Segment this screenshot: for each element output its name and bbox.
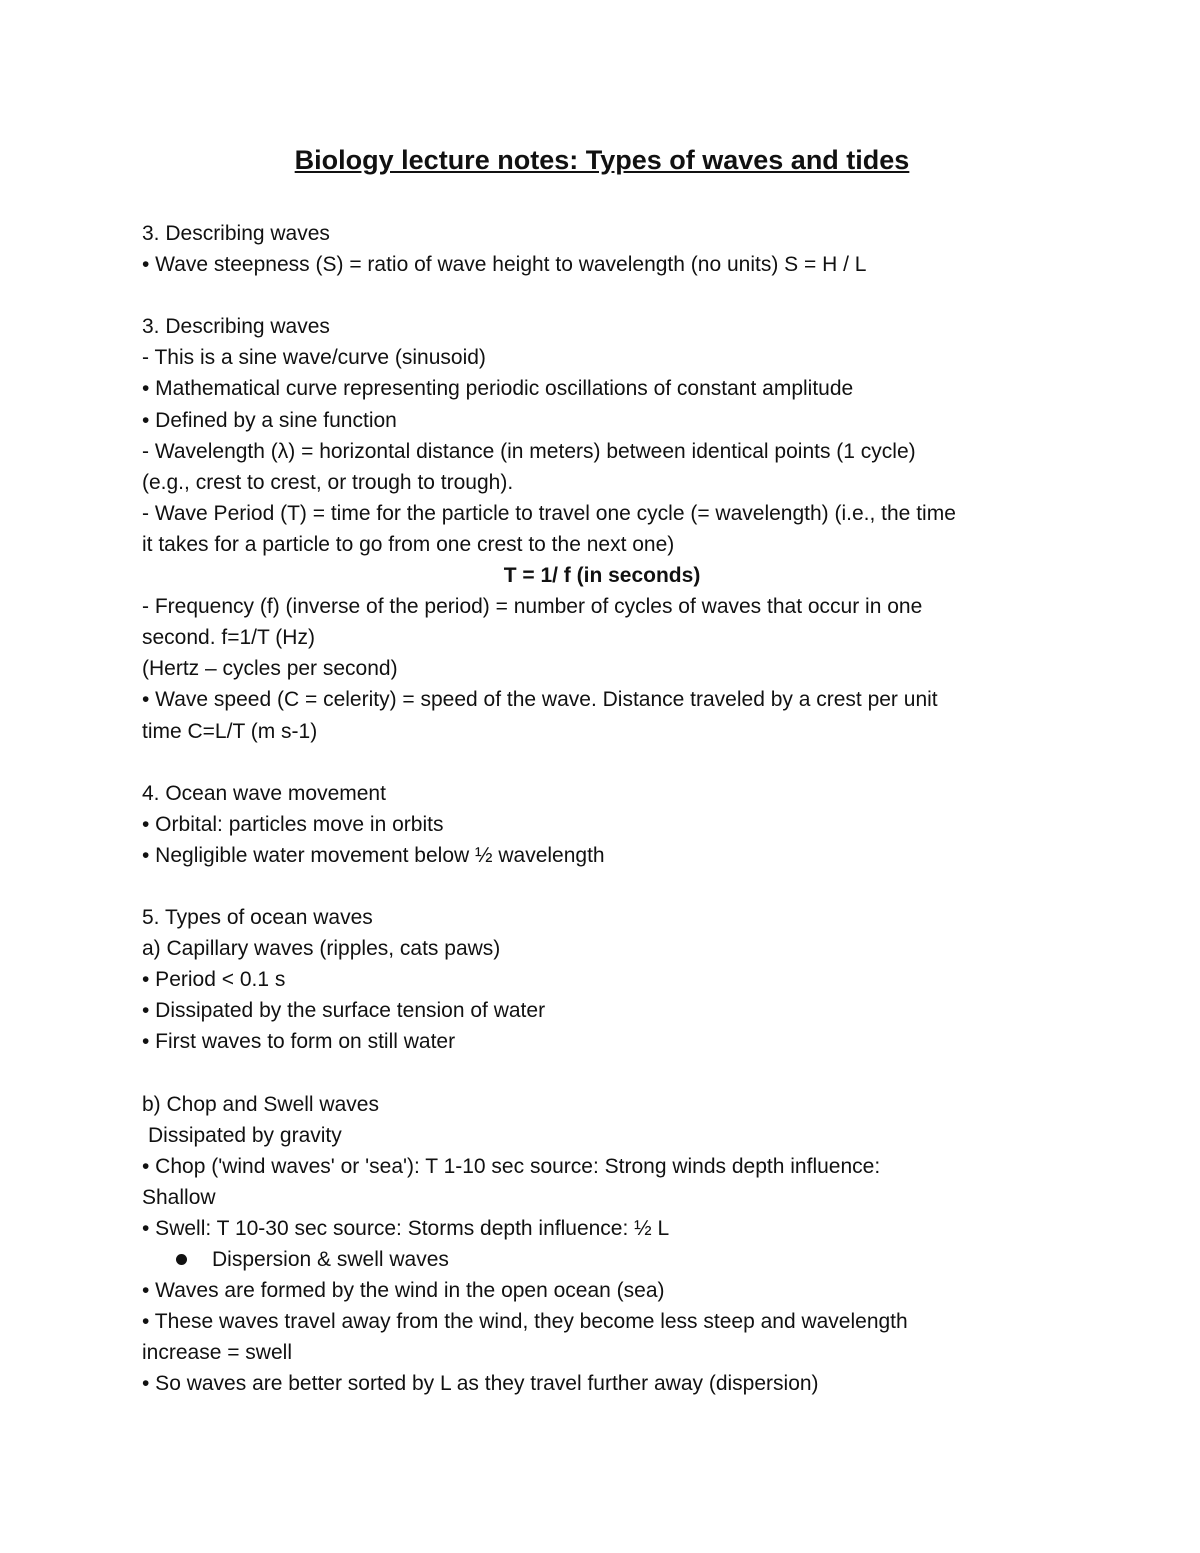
text-line: • Mathematical curve representing periodic oscillations of constant amplitude <box>142 377 854 401</box>
text-line: it takes for a particle to go from one crest to the next one) <box>142 532 675 556</box>
text-line: • Negligible water movement below ½ wavelength <box>142 843 605 867</box>
text-line: - Frequency (f) (inverse of the period) = number of cycles of waves that occur in one <box>142 595 923 619</box>
text-line: time C=L/T (m s-1) <box>142 719 318 743</box>
text-line: Dissipated by gravity <box>148 1123 342 1147</box>
blank-line <box>142 1058 1062 1089</box>
text-line: • Period < 0.1 s <box>142 968 286 992</box>
text-line: second. f=1/T (Hz) <box>142 626 315 650</box>
text-line: - Wavelength (λ) = horizontal distance (in meters) between identical points (1 cycle) <box>142 439 916 463</box>
subsection-heading: b) Chop and Swell waves <box>142 1092 379 1116</box>
blank-line <box>142 871 1062 902</box>
text-line: • Wave speed (C = celerity) = speed of the wave. Distance traveled by a crest per unit <box>142 688 938 712</box>
page-title: Biology lecture notes: Types of waves and tides <box>294 145 910 175</box>
section-heading: 5. Types of ocean waves <box>142 906 373 930</box>
text-line: (Hertz – cycles per second) <box>142 657 398 681</box>
text-line: • These waves travel away from the wind, they become less steep and wavelength <box>142 1310 908 1334</box>
section-heading: 4. Ocean wave movement <box>142 781 386 805</box>
sub-bullet-text: Dispersion & swell waves <box>212 1248 449 1272</box>
text-line: (e.g., crest to crest, or trough to trough). <box>142 470 514 494</box>
text-line: • Waves are formed by the wind in the open ocean (sea) <box>142 1279 665 1303</box>
section-heading: 3. Describing waves <box>142 315 330 339</box>
sub-bullet-item <box>142 1244 1062 1275</box>
text-line: • Dissipated by the surface tension of water <box>142 999 546 1023</box>
document-page <box>142 140 1062 1400</box>
period-formula: T = 1/ f (in seconds) <box>503 564 701 588</box>
text-line: • Swell: T 10-30 sec source: Storms depth influence: ½ L <box>142 1217 670 1240</box>
section-heading: 3. Describing waves <box>142 222 330 245</box>
text-line: • So waves are better sorted by L as they travel further away (dispersion) <box>142 1372 819 1396</box>
text-line: - Wave Period (T) = time for the particle to travel one cycle (= wavelength) (i.e., the time <box>142 501 956 525</box>
text-line: • Wave steepness (S) = ratio of wave height to wavelength (no units) S = H / L <box>142 253 867 277</box>
text-line: • Orbital: particles move in orbits <box>142 812 444 836</box>
blank-line <box>142 280 1062 311</box>
text-line: • Defined by a sine function <box>142 408 397 432</box>
subsection-heading: a) Capillary waves (ripples, cats paws) <box>142 937 501 961</box>
text-line: • Chop ('wind waves' or 'sea'): T 1-10 sec source: Strong winds depth influence: <box>142 1154 881 1178</box>
bullet-dot-icon <box>176 1254 187 1265</box>
blank-line <box>142 747 1062 778</box>
text-line: increase = swell <box>142 1341 292 1365</box>
text-line: • First waves to form on still water <box>142 1030 456 1054</box>
text-line: - This is a sine wave/curve (sinusoid) <box>142 346 486 370</box>
text-line: Shallow <box>142 1185 216 1209</box>
